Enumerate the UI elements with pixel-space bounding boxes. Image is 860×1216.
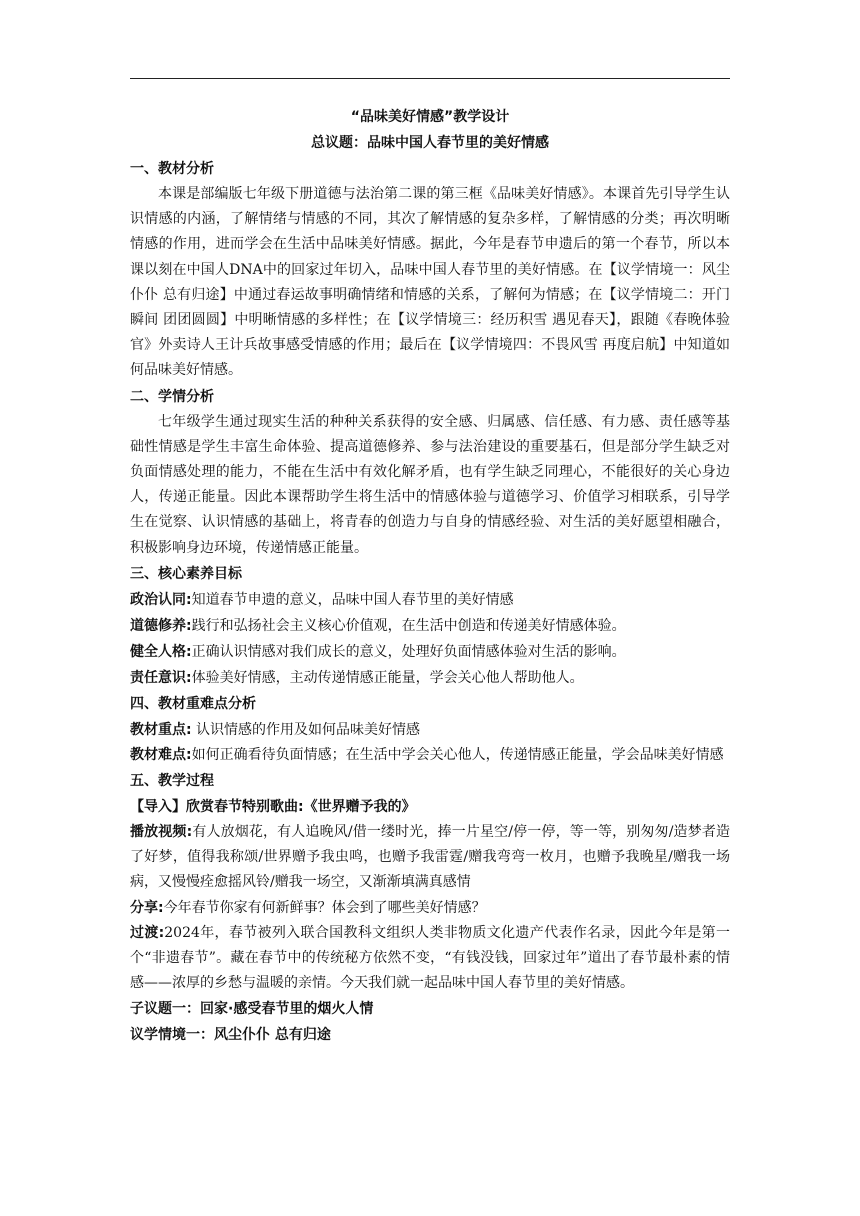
section-heading-2: 二、学情分析 bbox=[130, 388, 214, 405]
key-point-text: 如何正确看待负面情感；在生活中学会关心他人，传递情感正能量，学会品味美好情感 bbox=[191, 746, 724, 763]
process-text: 2024年，春节被列入联合国教科文组织人类非物质文化遗产代表作名录，因此今年是第一个“非遗春节”。藏在春节中的传统秘方依然不变，“有钱没钱，回家过年”道出了春节最朴素的情感——浓厚的乡愁与温暖的亲情。今天我们就一起品味中国人春节里的美好情感。 bbox=[130, 924, 730, 992]
process-label: 过渡: bbox=[130, 924, 165, 941]
process-label: 播放视频: bbox=[130, 824, 193, 841]
key-point-label: 教材难点: bbox=[130, 746, 192, 763]
goal-text: 知道春节申遗的意义，品味中国人春节里的美好情感 bbox=[191, 591, 514, 608]
key-point-item bbox=[130, 717, 730, 743]
process-text: 有人放烟花，有人追晚风/借一缕时光，捧一片星空/停一停，等一等，别匆匆/造梦者造了好梦，值得我称颂/世界赠予我虫鸣，也赠予我雷霆/赠我弯弯一枚月，也赠予我晚星/赠我一场病，又慢慢痊愈摇风铃/赠我一场空，又渐渐填满真感情 bbox=[130, 824, 730, 891]
key-point-label: 教材重点: bbox=[130, 721, 192, 738]
process-item bbox=[130, 921, 730, 997]
header-rule bbox=[130, 78, 730, 79]
goal-label: 责任意识: bbox=[130, 669, 192, 686]
process-item bbox=[130, 896, 730, 921]
document-subtitle: 总议题：品味中国人春节里的美好情感 bbox=[311, 135, 549, 151]
section-heading-5: 五、教学过程 bbox=[130, 773, 214, 790]
process-label: 分享: bbox=[130, 899, 164, 916]
goal-item bbox=[130, 665, 730, 691]
goal-text: 正确认识情感对我们成长的意义，处理好负面情感体验对生活的影响。 bbox=[191, 643, 626, 660]
process-item bbox=[130, 820, 730, 896]
goal-label: 道德修养: bbox=[130, 617, 192, 634]
goal-label: 健全人格: bbox=[130, 643, 192, 660]
process-text: 今年春节你家有何新鲜事？体会到了哪些美好情感？ bbox=[163, 899, 486, 916]
document-body bbox=[130, 104, 730, 1048]
goal-label: 政治认同: bbox=[130, 591, 192, 608]
section-paragraph-1: 本课是部编版七年级下册道德与法治第二课的第三框《品味美好情感》。本课首先引导学生认识情感的内涵，了解情绪与情感的不同，其次了解情感的复杂多样，了解情感的分类；再次明晰情感的作用，进而学会在生活中品味美好情感。据此，今年是春节申遗后的第一个春节，所以本课以刻在中国人DNA中的回家过年切入，品味中国人春节里的美好情感。在【议学情境一：风尘仆仆 总有归途】中通过春运故事明确情绪和情感的关系，了解何为情感；在【议学情境二：开门瞬间 团团圆圆】中明晰情感的多样性；在【议学情境三：经历积雪 遇见春天】，跟随《春晚体验官》外卖诗人王计兵故事感受情感的作用；最后在【议学情境四：不畏风雪 再度启航】中知道如何品味美好情感。 bbox=[130, 186, 730, 379]
key-point-item bbox=[130, 743, 730, 768]
section-paragraph-2: 七年级学生通过现实生活的种种关系获得的安全感、归属感、信任感、有力感、责任感等基础性情感是学生丰富生命体验、提高道德修养、参与法治建设的重要基石，但是部分学生缺乏对负面情感处理的能力，不能在生活中有效化解矛盾，也有学生缺乏同理心，不能很好的关心身边人，传递正能量。因此本课帮助学生将生活中的情感体验与道德学习、价值学习相联系，引导学生在觉察、认识情感的基础上，将青春的创造力与自身的情感经验、对生活的美好愿望相融合，积极影响身边环境，传递情感正能量。 bbox=[130, 413, 730, 556]
goal-item bbox=[130, 639, 730, 665]
section-heading-1: 一、教材分析 bbox=[130, 161, 214, 177]
lesson-intro: 【导入】欣赏春节特别歌曲:《世界赠予我的》 bbox=[130, 799, 416, 816]
goal-item bbox=[130, 587, 730, 613]
goal-item bbox=[130, 613, 730, 639]
section-heading-4: 四、教材重难点分析 bbox=[130, 695, 256, 712]
document-title: “品味美好情感”教学设计 bbox=[350, 109, 510, 125]
goal-text: 践行和弘扬社会主义核心价值观，在生活中创造和传递美好情感体验。 bbox=[191, 617, 626, 634]
key-point-text: 认识情感的作用及如何品味美好情感 bbox=[191, 721, 421, 738]
goal-text: 体验美好情感，主动传递情感正能量，学会关心他人帮助他人。 bbox=[191, 669, 584, 686]
sub-topic-heading: 子议题一：回家·感受春节里的烟火人情 bbox=[130, 1001, 374, 1018]
section-heading-3: 三、核心素养目标 bbox=[130, 565, 242, 582]
scene-heading: 议学情境一：风尘仆仆 总有归途 bbox=[130, 1027, 331, 1044]
